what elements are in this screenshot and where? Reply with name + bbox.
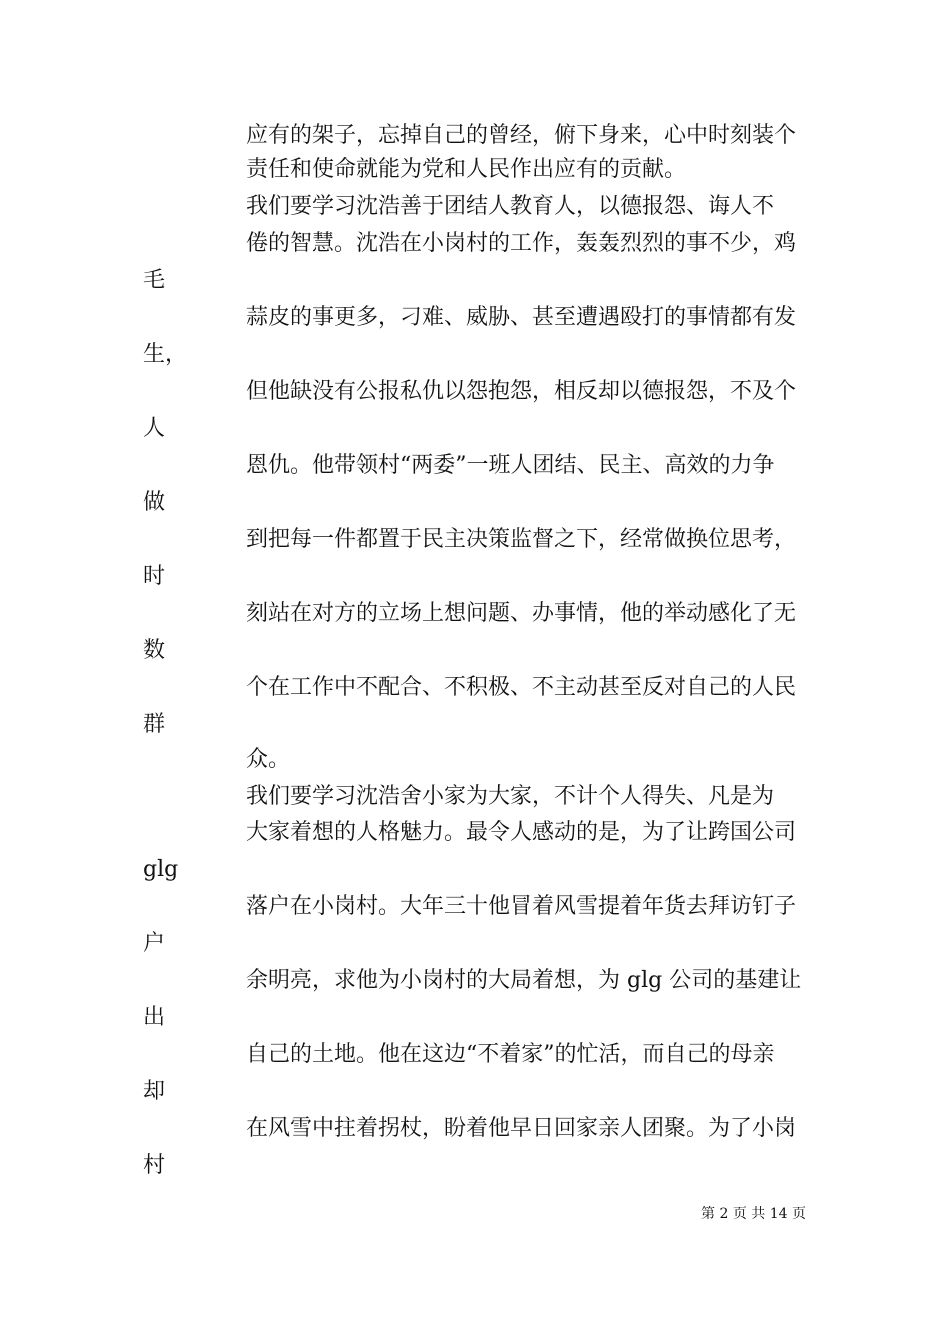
text-line: 倦的智慧。沈浩在小岗村的工作，轰轰烈烈的事不少，鸡 <box>246 231 797 256</box>
text-line: 毛 <box>143 268 166 293</box>
page-number-footer: 第 2 页 共 14 页 <box>701 1206 806 1222</box>
text-line: 责任和使命就能为党和人民作出应有的贡献。 <box>246 157 687 182</box>
text-line: 大家着想的人格魅力。最令人感动的是，为了让跨国公司 <box>246 820 797 845</box>
text-line: 应有的架子，忘掉自己的曾经，俯下身来，心中时刻装个 <box>246 123 797 148</box>
text-line: 数 <box>143 638 166 663</box>
text-line: 群 <box>143 712 166 737</box>
text-line: 余明亮，求他为小岗村的大局着想，为 glg 公司的基建让 <box>246 968 802 993</box>
text-line: 时 <box>143 564 166 589</box>
text-line: 蒜皮的事更多，刁难、威胁、甚至遭遇殴打的事情都有发 <box>246 305 797 330</box>
text-line: 生， <box>143 342 188 367</box>
text-line: 村 <box>143 1153 166 1178</box>
text-line: 到把每一件都置于民主决策监督之下，经常做换位思考， <box>246 527 797 552</box>
text-line: 在风雪中拄着拐杖，盼着他早日回家亲人团聚。为了小岗 <box>246 1116 797 1141</box>
text-line: 我们要学习沈浩善于团结人教育人，以德报怨、诲人不 <box>246 194 775 219</box>
text-line: 众。 <box>246 747 291 772</box>
text-line: 做 <box>143 490 166 515</box>
text-line: 我们要学习沈浩舍小家为大家，不计个人得失、凡是为 <box>246 784 775 809</box>
text-line: 但他缺没有公报私仇以怨抱怨，相反却以德报怨，不及个 <box>246 379 797 404</box>
text-line: 户 <box>143 931 166 956</box>
text-line: 自己的土地。他在这边“不着家”的忙活，而自己的母亲 <box>246 1042 775 1067</box>
text-line: 落户在小岗村。大年三十他冒着风雪提着年货去拜访钉子 <box>246 894 797 919</box>
text-line: glg <box>143 857 179 882</box>
text-line: 人 <box>143 416 166 441</box>
text-line: 刻站在对方的立场上想问题、办事情，他的举动感化了无 <box>246 601 797 626</box>
text-line: 却 <box>143 1079 166 1104</box>
text-line: 恩仇。他带领村“两委”一班人团结、民主、高效的力争 <box>246 453 775 478</box>
text-line: 出 <box>143 1005 166 1030</box>
text-line: 个在工作中不配合、不积极、不主动甚至反对自己的人民 <box>246 675 797 700</box>
